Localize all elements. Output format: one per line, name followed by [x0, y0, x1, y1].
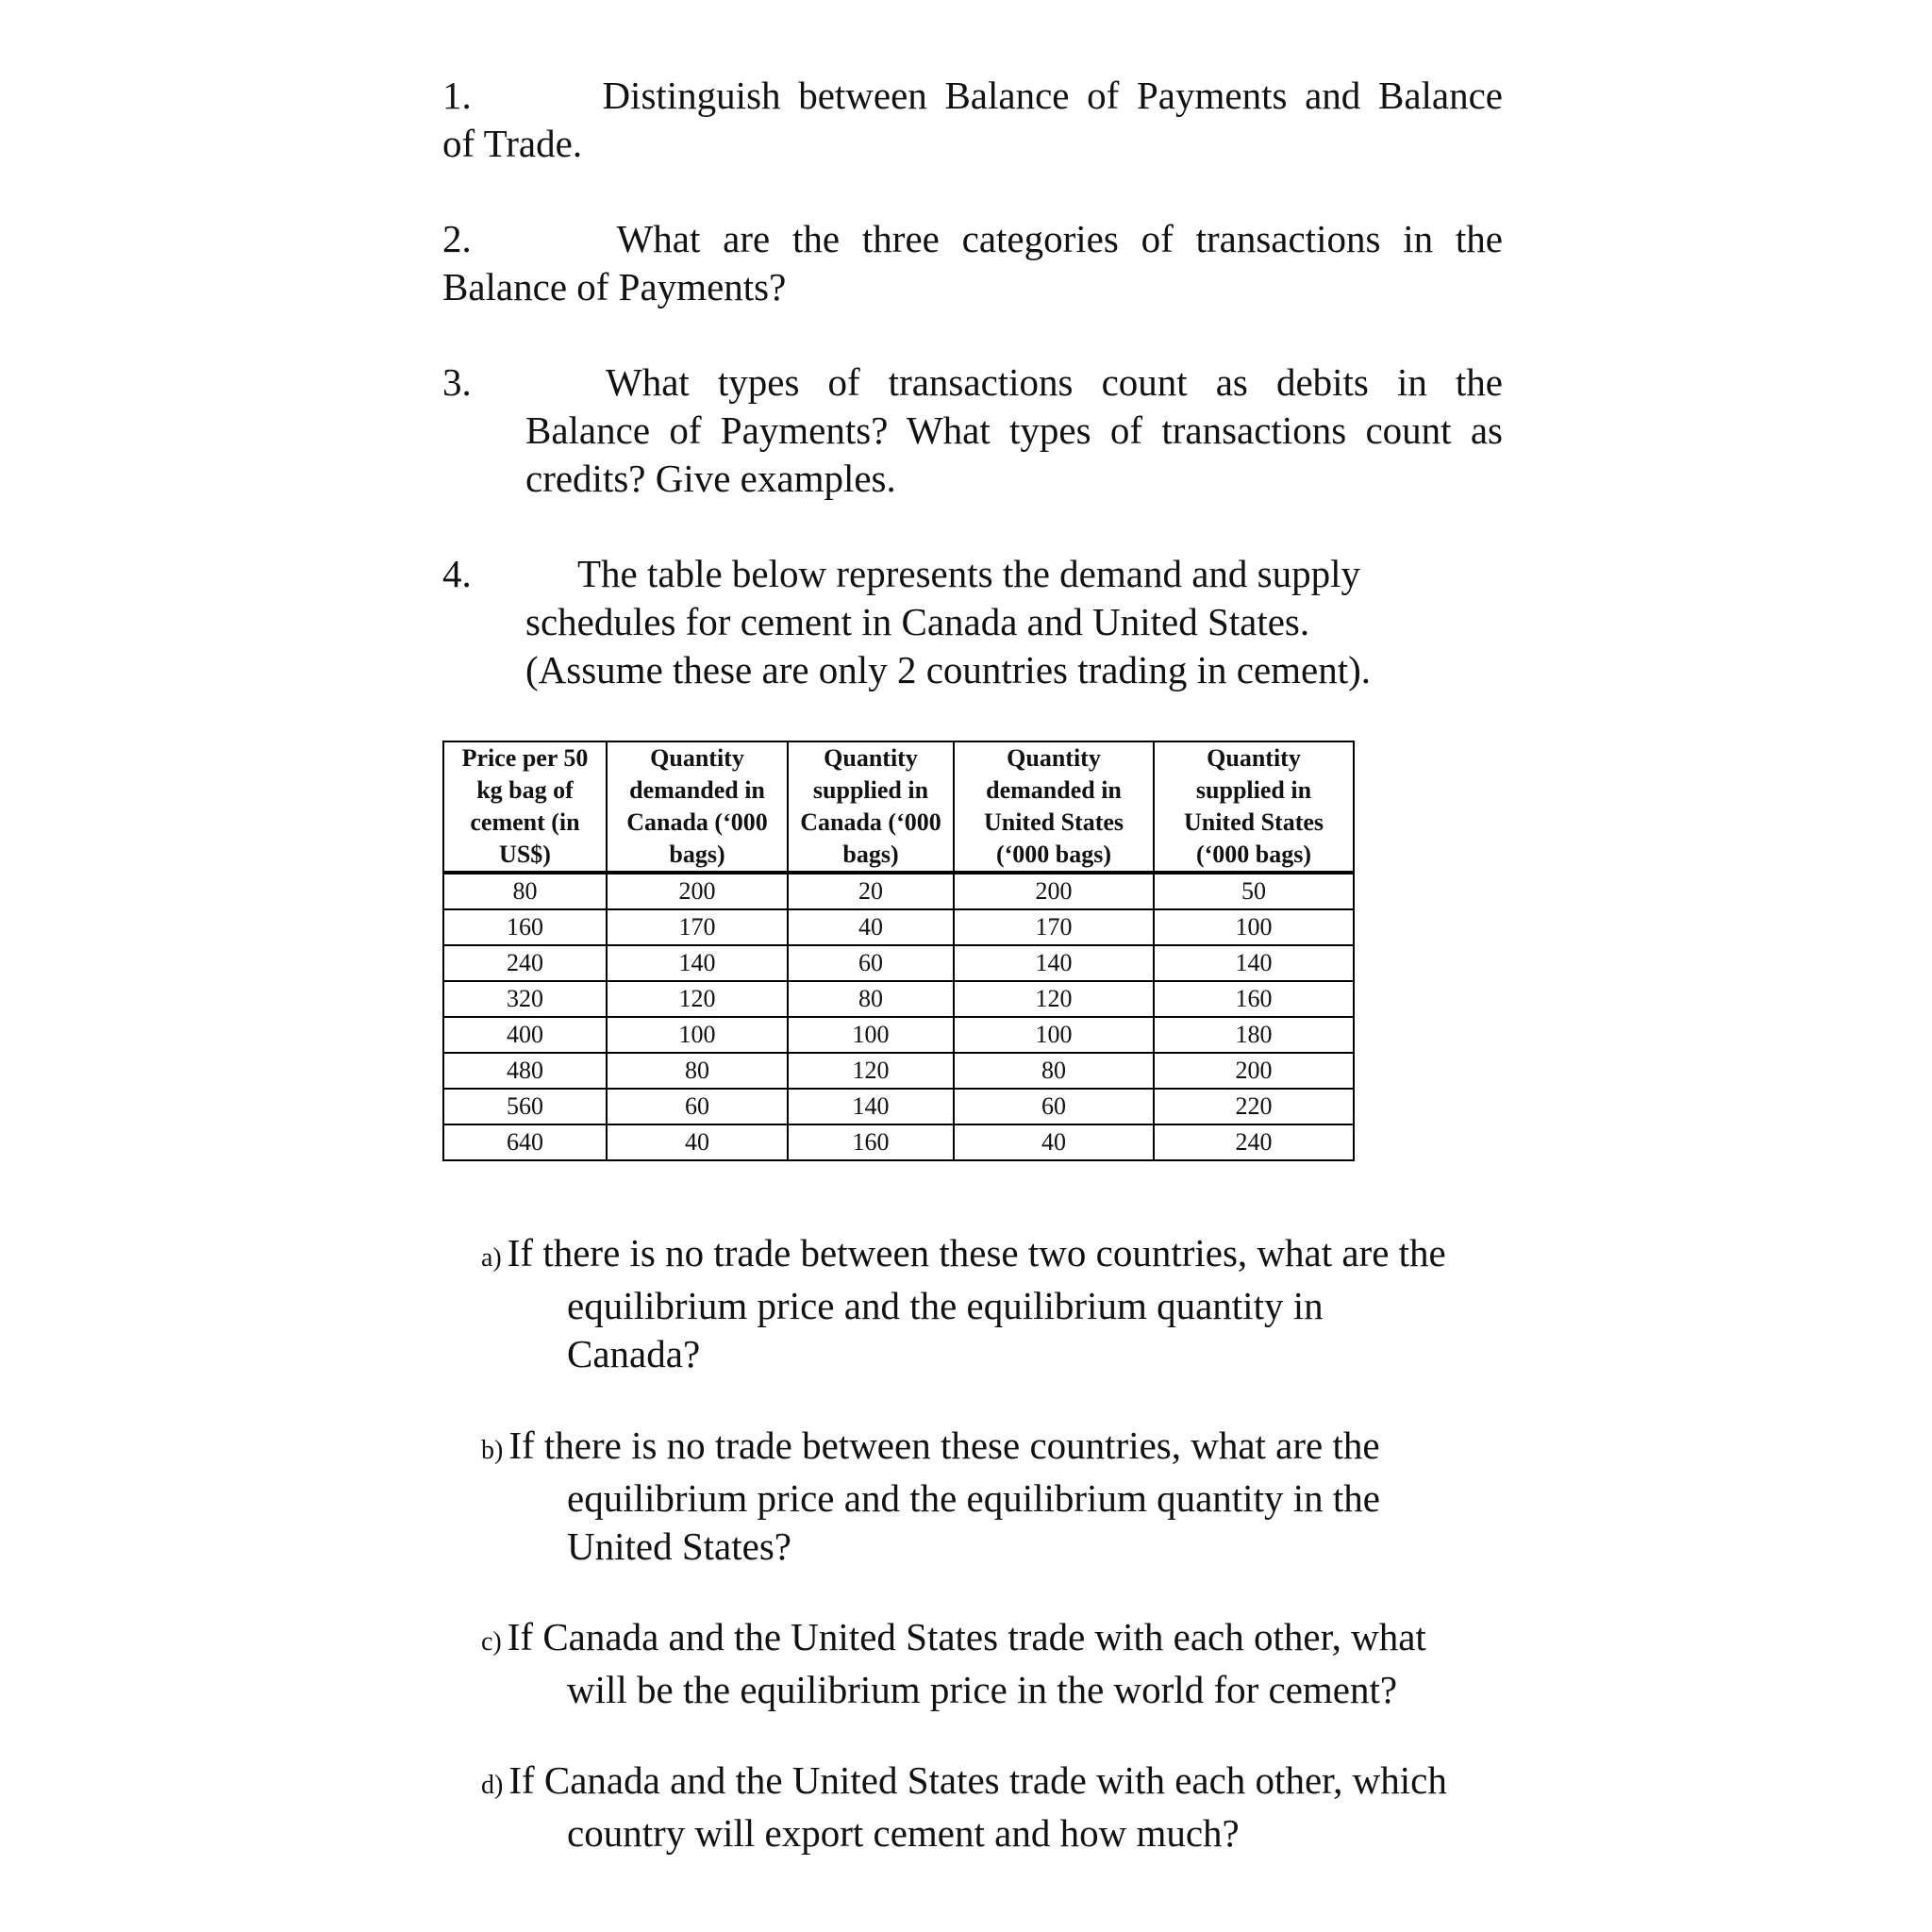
cell-price: 320 [443, 981, 607, 1017]
header-us-supply [1154, 741, 1354, 873]
subquestion-label: b) [481, 1436, 504, 1465]
cell-us-supply: 240 [1154, 1124, 1354, 1160]
cell-us-supply: 220 [1154, 1089, 1354, 1124]
header-us-demand [954, 741, 1154, 873]
header-line: bags) [842, 841, 899, 868]
subquestion-text: If Canada and the United States trade with each other, what [507, 1615, 1426, 1658]
cement-schedule-table [442, 741, 1355, 1161]
cell-us-supply: 180 [1154, 1017, 1354, 1053]
header-line: Quantity [824, 744, 918, 772]
table-row [443, 981, 1354, 1017]
subquestion-text: If Canada and the United States trade with each other, which [508, 1758, 1447, 1802]
subquestion-text: If there is no trade between these two countries, what are the [507, 1231, 1446, 1274]
question-4-rest-line: schedules for cement in Canada and United States. [525, 600, 1310, 643]
question-number: 2. [442, 217, 472, 260]
cell-canada-supply: 60 [788, 945, 954, 981]
header-price [443, 741, 607, 873]
table-row [443, 1124, 1354, 1160]
cell-us-demand: 80 [954, 1053, 1154, 1089]
header-line: demanded in [986, 776, 1122, 804]
subquestion-label: d) [481, 1771, 504, 1800]
subquestion-label: c) [481, 1627, 502, 1657]
question-4-rest-line: (Assume these are only 2 countries trading in cement). [525, 648, 1372, 691]
subquestion-line1 [481, 1422, 1509, 1474]
table-row [443, 873, 1354, 909]
cell-price: 240 [443, 945, 607, 981]
header-line: kg bag of [476, 776, 574, 804]
cell-canada-demand: 200 [607, 873, 788, 909]
question-4-line1 [525, 550, 1503, 598]
subquestion-text: If there is no trade between these countries, what are the [508, 1424, 1380, 1467]
question-2-line1 [442, 215, 1503, 263]
subquestion-rest-line: Canada? [567, 1332, 701, 1375]
table-row [443, 1017, 1354, 1053]
cell-canada-supply: 80 [788, 981, 954, 1017]
question-text: What types of transactions count as debits in the [606, 360, 1503, 404]
subquestion-rest-line: will be the equilibrium price in the world for cement? [567, 1668, 1398, 1711]
cell-us-supply: 50 [1154, 873, 1354, 909]
subquestion-line1 [481, 1229, 1509, 1282]
header-line: Quantity [650, 744, 744, 772]
header-line: Canada (‘000 [626, 808, 768, 836]
cell-canada-supply: 40 [788, 909, 954, 945]
header-canada-demand [607, 741, 788, 873]
table-row [443, 945, 1354, 981]
cell-us-demand: 140 [954, 945, 1154, 981]
cell-canada-supply: 120 [788, 1053, 954, 1089]
cell-canada-demand: 120 [607, 981, 788, 1017]
header-line: United States [983, 808, 1124, 836]
subquestion-line1 [481, 1613, 1509, 1666]
table-row [443, 1053, 1354, 1089]
header-line: United States [1183, 808, 1324, 836]
header-line: demanded in [629, 776, 765, 804]
header-line: Canada (‘000 [800, 808, 941, 836]
question-3 [442, 358, 1503, 503]
header-line: US$) [499, 841, 551, 868]
question-2-rest: Balance of Payments? [442, 265, 787, 308]
question-text: What are the three categories of transactions in the [616, 217, 1504, 260]
cell-canada-demand: 140 [607, 945, 788, 981]
cell-us-demand: 100 [954, 1017, 1154, 1053]
header-canada-supply [788, 741, 954, 873]
subquestion-d [481, 1757, 1509, 1857]
question-number: 1. [442, 74, 472, 117]
header-line: (‘000 bags) [1195, 841, 1312, 868]
subquestion-rest-line: country will export cement and how much? [567, 1811, 1240, 1855]
cell-price: 160 [443, 909, 607, 945]
table-row [443, 1089, 1354, 1124]
subquestion-line1 [481, 1757, 1509, 1809]
header-line: Price per 50 [461, 744, 589, 772]
cell-canada-supply: 160 [788, 1124, 954, 1160]
header-line: supplied in [812, 776, 929, 804]
cell-canada-demand: 60 [607, 1089, 788, 1124]
cell-us-supply: 160 [1154, 981, 1354, 1017]
question-text: The table below represents the demand and supply [577, 552, 1360, 595]
cell-price: 400 [443, 1017, 607, 1053]
cell-canada-demand: 170 [607, 909, 788, 945]
cell-us-supply: 100 [1154, 909, 1354, 945]
cell-us-supply: 200 [1154, 1053, 1354, 1089]
header-line: cement (in [470, 808, 580, 836]
cell-us-demand: 40 [954, 1124, 1154, 1160]
question-1-line1 [442, 72, 1503, 120]
subquestion-b [481, 1422, 1509, 1571]
question-text: Distinguish between Balance of Payments and Balance [602, 74, 1504, 117]
header-line: Quantity [1207, 744, 1301, 772]
cell-price: 640 [443, 1124, 607, 1160]
table-header-row [443, 741, 1354, 873]
question-3-line1 [525, 358, 1503, 407]
question-number: 4. [442, 552, 472, 595]
subquestion-rest-line: United States? [567, 1524, 791, 1568]
cell-canada-supply: 140 [788, 1089, 954, 1124]
subquestion-rest-line: equilibrium price and the equilibrium quantity in the [567, 1476, 1380, 1520]
cell-canada-supply: 100 [788, 1017, 954, 1053]
table-row [443, 909, 1354, 945]
question-2 [442, 215, 1503, 311]
subquestion-a [481, 1229, 1509, 1378]
cell-us-demand: 200 [954, 873, 1154, 909]
cell-canada-demand: 100 [607, 1017, 788, 1053]
question-4 [442, 550, 1503, 694]
question-1-rest: of Trade. [442, 122, 583, 165]
cell-us-demand: 60 [954, 1089, 1154, 1124]
cell-price: 480 [443, 1053, 607, 1089]
subquestion-label: a) [481, 1243, 502, 1273]
header-line: supplied in [1195, 776, 1312, 804]
cell-price: 560 [443, 1089, 607, 1124]
header-line: Quantity [1007, 744, 1101, 772]
cell-us-demand: 120 [954, 981, 1154, 1017]
cell-us-supply: 140 [1154, 945, 1354, 981]
question-3-rest: Balance of Payments? What types of transactions count as credits? Give examples. [525, 408, 1503, 500]
cell-price: 80 [443, 873, 607, 909]
question-1 [442, 72, 1503, 168]
cell-canada-demand: 40 [607, 1124, 788, 1160]
subquestion-c [481, 1613, 1509, 1714]
header-line: (‘000 bags) [995, 841, 1112, 868]
cell-canada-demand: 80 [607, 1053, 788, 1089]
question-number: 3. [442, 360, 472, 404]
cell-us-demand: 170 [954, 909, 1154, 945]
subquestion-rest-line: equilibrium price and the equilibrium quantity in [567, 1284, 1324, 1327]
header-line: bags) [669, 841, 725, 868]
cell-canada-supply: 20 [788, 873, 954, 909]
